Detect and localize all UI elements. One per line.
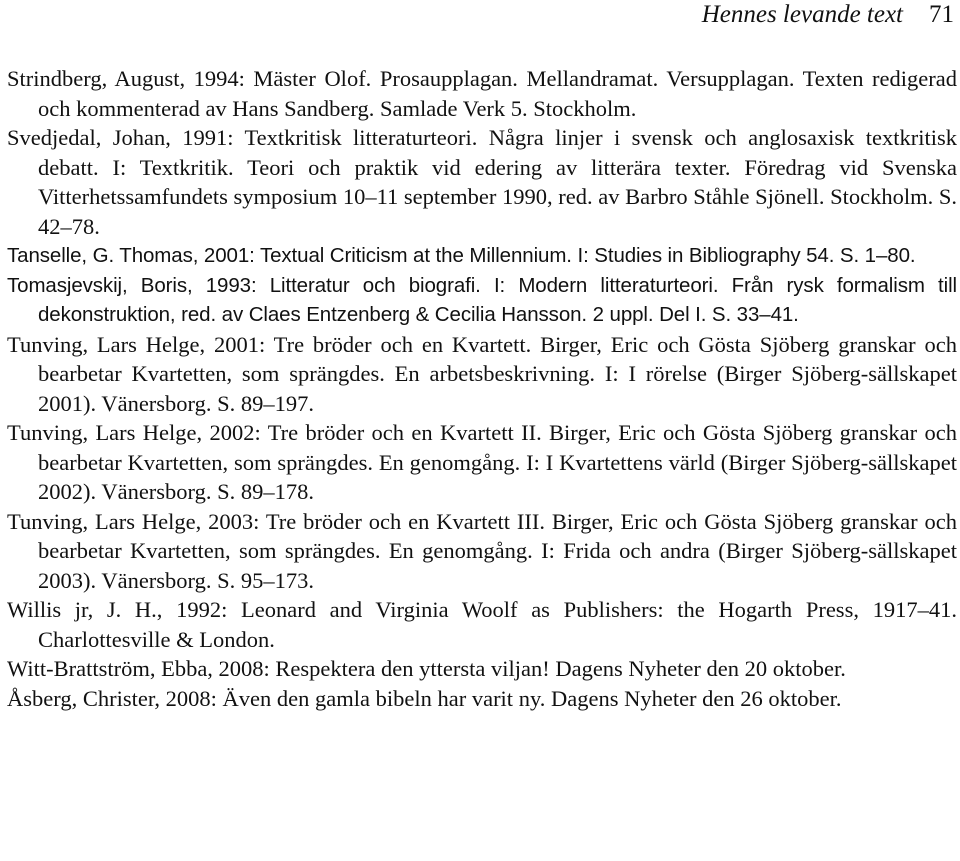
bibliography-entry: Strindberg, August, 1994: Mäster Olof. Prosaupplagan. Mellandramat. Versupplagan. Texten redigerad och kommenterad av Hans Sandberg. Samlade Verk 5. Stockholm. (7, 66, 957, 121)
bibliography-entry: Willis jr, J. H., 1992: Leonard and Virginia Woolf as Publishers: the Hogarth Press, 1917–41. Charlottesville & London. (7, 597, 957, 652)
running-title: Hennes levande text (701, 1, 903, 28)
bibliography-entry: Tunving, Lars Helge, 2002: Tre bröder och en Kvartett II. Birger, Eric och Gösta Sjöberg granskar och bearbetar Kvartetten, som sprängdes. En genomgång. I: I Kvartettens värld (Birger Sjöberg-sällskapet 2002). Vänersborg. S. 89–178. (7, 420, 957, 504)
page-number: 71 (929, 1, 954, 28)
bibliography-list (7, 64, 957, 713)
bibliography-entry: Tomasjevskij, Boris, 1993: Litteratur och biografi. I: Modern litteraturteori. Från rysk formalism till dekonstruktion, red. av Claes Entzenberg & Cecilia Hansson. 2 uppl. Del I. S. 33–41. (7, 273, 957, 326)
bibliography-entry: Witt-Brattström, Ebba, 2008: Respektera den yttersta viljan! Dagens Nyheter den 20 oktober. (7, 656, 846, 681)
bibliography-entry: Åsberg, Christer, 2008: Även den gamla bibeln har varit ny. Dagens Nyheter den 26 oktober. (7, 685, 842, 711)
bibliography-entry: Tanselle, G. Thomas, 2001: Textual Criticism at the Millennium. I: Studies in Bibliography 54. S. 1–80. (7, 244, 916, 267)
bibliography-entry: Svedjedal, Johan, 1991: Textkritisk litteraturteori. Några linjer i svensk och anglosaxisk textkritisk debatt. I: Textkritik. Teori och praktik vid edering av litterära texter. Föredrag vid Svenska Vitterhetssamfundets symposium 10–11 september 1990, red. av Barbro Ståhle Sjönell. Stockholm. S. 42–78. (7, 125, 957, 239)
page-header (702, 0, 954, 34)
bibliography-entry: Tunving, Lars Helge, 2003: Tre bröder och en Kvartett III. Birger, Eric och Gösta Sjöberg granskar och bearbetar Kvartetten, som sprängdes. En genomgång. I: Frida och andra (Birger Sjöberg-sällskapet 2003). Vänersborg. S. 95–173. (7, 508, 957, 593)
bibliography-entry: Tunving, Lars Helge, 2001: Tre bröder och en Kvartett. Birger, Eric och Gösta Sjöberg granskar och bearbetar Kvartetten, som sprängdes. En arbetsbeskrivning. I: I rörelse (Birger Sjöberg-sällskapet 2001). Vänersborg. S. 89–197. (7, 331, 957, 416)
